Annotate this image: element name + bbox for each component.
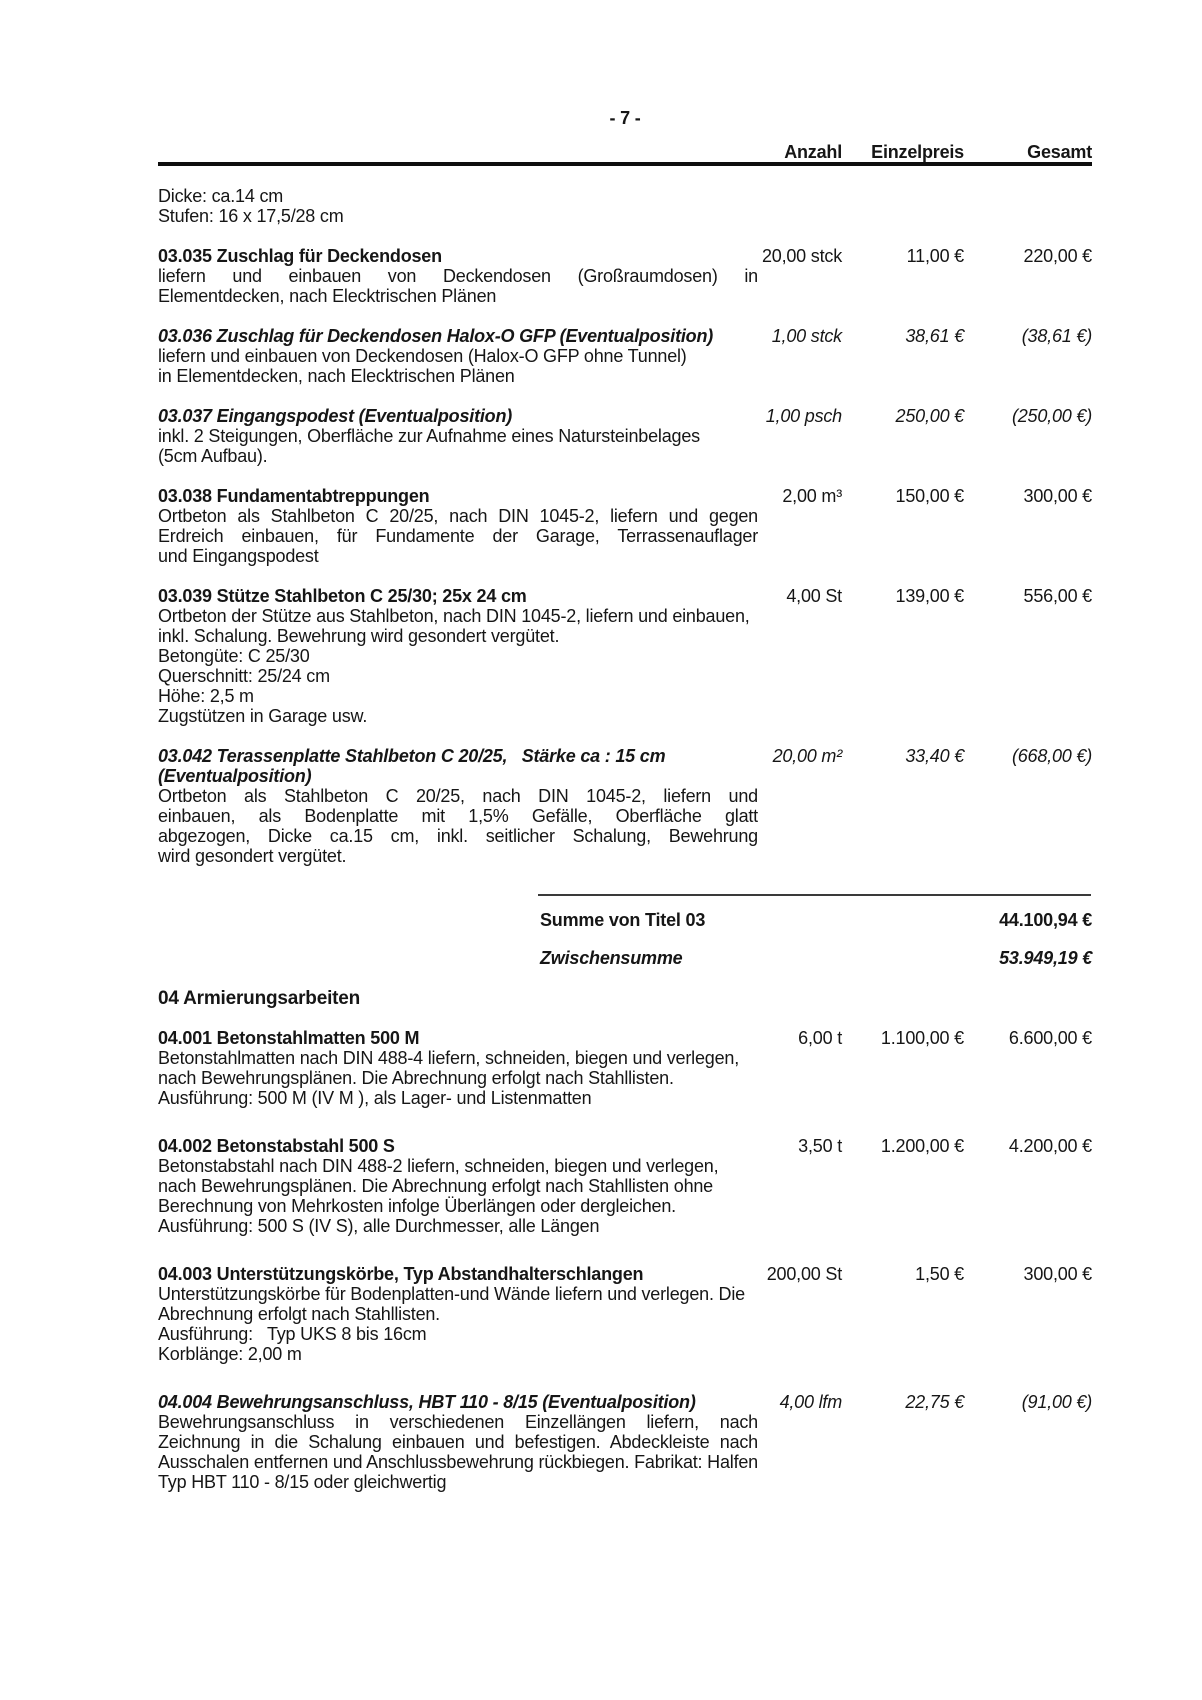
item-desc-line: Ortbeton der Stütze aus Stahlbeton, nach DIN 1045-2, liefern und einbauen, bbox=[158, 606, 750, 626]
total-value: (250,00 €) bbox=[1011, 406, 1092, 426]
summary-label: Summe von Titel 03 bbox=[540, 910, 706, 930]
item-desc-line: Berechnung von Mehrkosten infolge Überlängen oder dergleichen. bbox=[158, 1196, 676, 1216]
carryover-spec-lines bbox=[158, 186, 1092, 226]
total-value: (91,00 €) bbox=[1021, 1392, 1092, 1412]
item-desc-line: wird gesondert vergütet. bbox=[158, 846, 347, 866]
item-title: 03.037 Eingangspodest (Eventualposition) bbox=[158, 406, 513, 426]
item-desc-line: Bewehrungsanschluss in verschiedenen Einzellängen liefern, nach bbox=[158, 1412, 758, 1432]
item-spec-line: Betongüte: C 25/30 bbox=[158, 646, 310, 666]
item-desc-line: nach Bewehrungsplänen. Die Abrechnung erfolgt nach Stahllisten. bbox=[158, 1068, 674, 1088]
item-row-04-003 bbox=[158, 1264, 1092, 1364]
item-desc-line: Ortbeton als Stahlbeton C 20/25, nach DIN 1045-2, liefern und gegen bbox=[158, 506, 758, 526]
unit-price-value: 33,40 € bbox=[905, 746, 964, 766]
unit-price-value: 1,50 € bbox=[915, 1264, 964, 1284]
item-desc-line: (5cm Aufbau). bbox=[158, 446, 268, 466]
unit-price-value: 139,00 € bbox=[895, 586, 964, 606]
item-row-04-001 bbox=[158, 1028, 1092, 1108]
item-desc-line: Zeichnung in die Schalung einbauen und befestigen. Abdeckleiste nach bbox=[158, 1432, 758, 1452]
item-desc-line: Erdreich einbauen, für Fundamente der Garage, Terrassenauflager bbox=[158, 526, 758, 546]
total-value: 4.200,00 € bbox=[1008, 1136, 1092, 1156]
item-title-line2: (Eventualposition) bbox=[158, 766, 312, 786]
item-desc-line: Betonstabstahl nach DIN 488-2 liefern, schneiden, biegen und verlegen, bbox=[158, 1156, 719, 1176]
item-desc-line: nach Bewehrungsplänen. Die Abrechnung erfolgt nach Stahllisten ohne bbox=[158, 1176, 713, 1196]
unit-price-value: 1.200,00 € bbox=[880, 1136, 964, 1156]
item-row-03-035 bbox=[158, 246, 1092, 306]
summary-row-titel03 bbox=[158, 910, 1092, 930]
unit-price-value: 150,00 € bbox=[895, 486, 964, 506]
item-desc-line: Unterstützungskörbe für Bodenplatten-und Wände liefern und verlegen. Die bbox=[158, 1284, 745, 1304]
item-desc-line: Betonstahlmatten nach DIN 488-4 liefern, schneiden, biegen und verlegen, bbox=[158, 1048, 739, 1068]
section-heading-04: 04 Armierungsarbeiten bbox=[158, 988, 361, 1009]
qty-value: 4,00 St bbox=[786, 586, 842, 606]
item-title: 04.004 Bewehrungsanschluss, HBT 110 - 8/15 (Eventualposition) bbox=[158, 1392, 696, 1412]
item-title: 03.042 Terassenplatte Stahlbeton C 20/25, Stärke ca : 15 cm bbox=[158, 746, 666, 766]
item-title: 04.003 Unterstützungskörbe, Typ Abstandhalterschlangen bbox=[158, 1264, 644, 1284]
item-row-04-004 bbox=[158, 1392, 1092, 1492]
item-title: 03.036 Zuschlag für Deckendosen Halox-O GFP (Eventualposition) bbox=[158, 326, 714, 346]
item-desc-line: Ausschalen entfernen und Anschlussbewehrung rückbiegen. Fabrikat: Halfen bbox=[158, 1452, 758, 1472]
item-desc-line: inkl. 2 Steigungen, Oberfläche zur Aufnahme eines Natursteinbelages bbox=[158, 426, 700, 446]
total-value: (38,61 €) bbox=[1021, 326, 1092, 346]
item-spec-line: Korblänge: 2,00 m bbox=[158, 1344, 302, 1364]
summary-value: 44.100,94 € bbox=[999, 910, 1092, 930]
item-row-03-036 bbox=[158, 326, 1092, 386]
item-title: 04.001 Betonstahlmatten 500 M bbox=[158, 1028, 420, 1048]
column-header-einzelpreis: Einzelpreis bbox=[871, 142, 964, 162]
unit-price-value: 11,00 € bbox=[906, 246, 964, 266]
qty-value: 4,00 lfm bbox=[779, 1392, 842, 1412]
item-row-03-038 bbox=[158, 486, 1092, 566]
item-row-04-002 bbox=[158, 1136, 1092, 1236]
item-desc-line: liefern und einbauen von Deckendosen (Halox-O GFP ohne Tunnel) bbox=[158, 346, 687, 366]
carryover-line: Dicke: ca.14 cm bbox=[158, 186, 284, 206]
item-spec-line: Ausführung: Typ UKS 8 bis 16cm bbox=[158, 1324, 427, 1344]
summary-value: 53.949,19 € bbox=[999, 948, 1092, 968]
item-desc-line: in Elementdecken, nach Elecktrischen Plänen bbox=[158, 366, 515, 386]
item-spec-line: Zugstützen in Garage usw. bbox=[158, 706, 368, 726]
qty-value: 1,00 psch bbox=[765, 406, 842, 426]
item-spec-line: Ausführung: 500 S (IV S), alle Durchmesser, alle Längen bbox=[158, 1216, 600, 1236]
item-desc-line: Elementdecken, nach Elecktrischen Plänen bbox=[158, 286, 497, 306]
item-title: 03.035 Zuschlag für Deckendosen bbox=[158, 246, 442, 266]
unit-price-value: 38,61 € bbox=[905, 326, 964, 346]
qty-value: 3,50 t bbox=[798, 1136, 842, 1156]
item-desc-line: inkl. Schalung. Bewehrung wird gesondert vergütet. bbox=[158, 626, 560, 646]
column-header-gesamt: Gesamt bbox=[1027, 142, 1092, 162]
item-desc-line: Abrechnung erfolgt nach Stahllisten. bbox=[158, 1304, 440, 1324]
unit-price-value: 22,75 € bbox=[905, 1392, 964, 1412]
item-desc-line: liefern und einbauen von Deckendosen (Großraumdosen) in bbox=[158, 266, 758, 286]
total-value: (668,00 €) bbox=[1011, 746, 1092, 766]
item-spec-line: Ausführung: 500 M (IV M ), als Lager- und Listenmatten bbox=[158, 1088, 592, 1108]
qty-value: 6,00 t bbox=[798, 1028, 842, 1048]
unit-price-value: 250,00 € bbox=[895, 406, 964, 426]
qty-value: 2,00 m³ bbox=[782, 486, 842, 506]
section-04-items bbox=[158, 1028, 1092, 1492]
qty-value: 20,00 stck bbox=[761, 246, 842, 266]
unit-price-value: 1.100,00 € bbox=[880, 1028, 964, 1048]
item-desc-line: und Eingangspodest bbox=[158, 546, 319, 566]
item-row-03-042 bbox=[158, 746, 1092, 866]
item-desc-line: abgezogen, Dicke ca.15 cm, inkl. seitlicher Schalung, Bewehrung bbox=[158, 826, 758, 846]
carryover-line: Stufen: 16 x 17,5/28 cm bbox=[158, 206, 344, 226]
summary-row-zwischensumme bbox=[158, 948, 1092, 968]
page-number: - 7 - bbox=[609, 108, 641, 128]
item-title: 03.038 Fundamentabtreppungen bbox=[158, 486, 430, 506]
total-value: 6.600,00 € bbox=[1008, 1028, 1092, 1048]
item-text bbox=[158, 586, 758, 726]
total-value: 300,00 € bbox=[1023, 486, 1092, 506]
item-desc-line: Ortbeton als Stahlbeton C 20/25, nach DIN 1045-2, liefern und bbox=[158, 786, 758, 806]
qty-value: 20,00 m² bbox=[772, 746, 842, 766]
summary-label: Zwischensumme bbox=[540, 948, 683, 968]
document-content bbox=[158, 0, 1092, 1492]
item-row-03-037 bbox=[158, 406, 1092, 466]
item-spec-line: Höhe: 2,5 m bbox=[158, 686, 254, 706]
column-header-anzahl: Anzahl bbox=[784, 142, 842, 162]
qty-value: 1,00 stck bbox=[771, 326, 842, 346]
total-value: 556,00 € bbox=[1023, 586, 1092, 606]
item-title: 04.002 Betonstabstahl 500 S bbox=[158, 1136, 395, 1156]
total-value: 220,00 € bbox=[1023, 246, 1092, 266]
item-title: 03.039 Stütze Stahlbeton C 25/30; 25x 24 cm bbox=[158, 586, 527, 606]
item-row-03-039 bbox=[158, 586, 1092, 726]
item-desc-line: Typ HBT 110 - 8/15 oder gleichwertig bbox=[158, 1472, 447, 1492]
qty-value: 200,00 St bbox=[766, 1264, 842, 1284]
summary-divider-line bbox=[538, 894, 1091, 896]
total-value: 300,00 € bbox=[1023, 1264, 1092, 1284]
item-spec-line: Querschnitt: 25/24 cm bbox=[158, 666, 330, 686]
item-desc-line: einbauen, als Bodenplatte mit 1,5% Gefälle, Oberfläche glatt bbox=[158, 806, 758, 826]
table-column-header-row bbox=[158, 142, 1092, 166]
